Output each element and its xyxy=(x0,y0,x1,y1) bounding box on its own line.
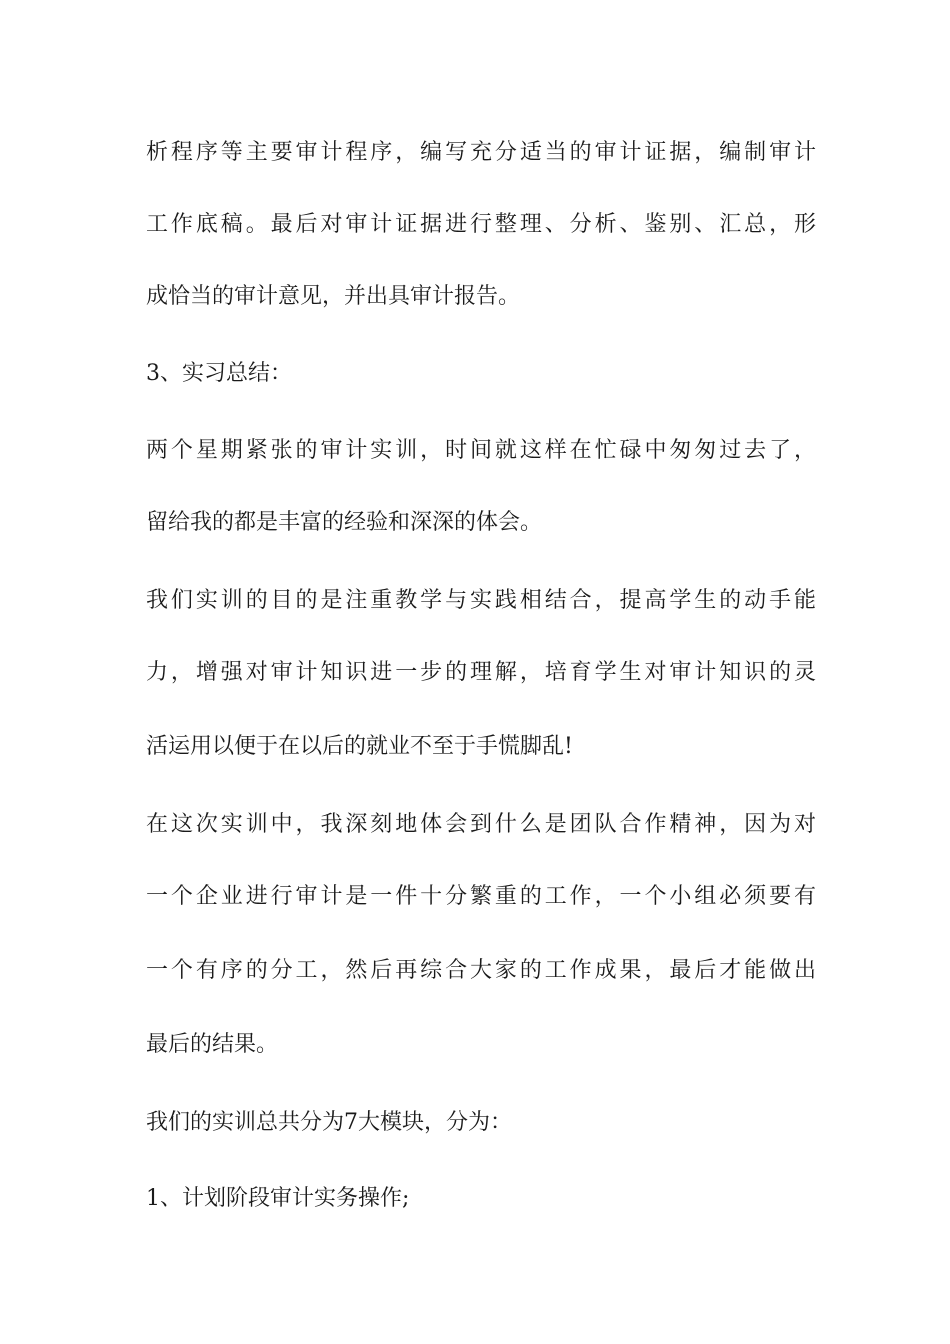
text-line: 活运用以便于在以后的就业不至于手慌脚乱! xyxy=(146,734,573,759)
text-line: 析程序等主要审计程序，编写充分适当的审计证据，编制审计 xyxy=(146,140,816,165)
text-line: 成恰当的审计意见，并出具审计报告。 xyxy=(146,284,521,309)
section-heading: 3、实习总结： xyxy=(146,361,292,386)
text-line: 两个星期紧张的审计实训，时间就这样在忙碌中匆匆过去了， xyxy=(146,438,816,463)
text-line: 力，增强对审计知识进一步的理解，培育学生对审计知识的灵 xyxy=(146,660,816,685)
text-line: 一个企业进行审计是一件十分繁重的工作，一个小组必须要有 xyxy=(146,884,816,909)
text-line: 我们的实训总共分为7大模块，分为： xyxy=(146,1110,512,1135)
text-line: 留给我的都是丰富的经验和深深的体会。 xyxy=(146,510,543,535)
text-line: 一个有序的分工，然后再综合大家的工作成果，最后才能做出 xyxy=(146,958,816,983)
text-line: 在这次实训中，我深刻地体会到什么是团队合作精神，因为对 xyxy=(146,812,816,837)
text-line: 最后的结果。 xyxy=(146,1032,279,1057)
text-line: 我们实训的目的是注重教学与实践相结合，提高学生的动手能 xyxy=(146,588,816,613)
list-item: 1、计划阶段审计实务操作; xyxy=(146,1186,410,1211)
text-line: 工作底稿。最后对审计证据进行整理、分析、鉴别、汇总，形 xyxy=(146,212,816,237)
